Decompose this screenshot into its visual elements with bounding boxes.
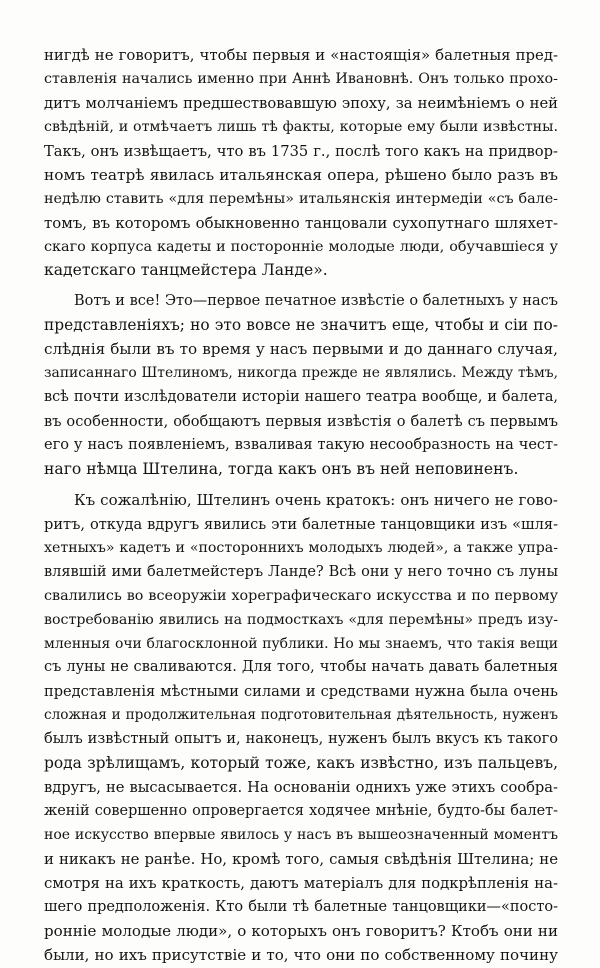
text-line: всѣ почти изслѣдователи исторіи нашего театра вообще, и балета, [44, 389, 558, 406]
text-line: востребованію явились на подмосткахъ «для перемѣны» предъ изу- [44, 611, 558, 628]
text-line: ное искусство впервые явилось у насъ въ вышеозначенный моментъ [44, 827, 558, 843]
text-line: Такъ, онъ извѣщаетъ, что въ 1735 г., послѣ того какъ на придвор- [44, 142, 558, 160]
text-line: сложная и продолжительная подготовительная дѣятельность, нуженъ [44, 707, 558, 724]
text-line: Къ сожалѣнію, Штелинъ очень кратокъ: онъ ничего не гово- [74, 490, 558, 509]
text-line: влявшій ими балетмейстеръ Ланде? Всѣ они у него точно съ луны [44, 563, 558, 580]
text-line: ставленія начались именно при Аннѣ Ивановнѣ. Онъ только прохо- [44, 70, 558, 87]
text-line: вдругъ, не высасывается. На основаніи однихъ уже этихъ сообра- [44, 779, 558, 797]
text-line: и никакъ не ранѣе. Но, кромѣ того, самыя свѣдѣнія Штелина; не [44, 849, 558, 868]
text-line: представленіяхъ; но это вовсе не значитъ еще, чтобы и сіи по- [44, 316, 558, 335]
text-line: записаннаго Штелиномъ, никогда прежде не являлись. Между тѣмъ, [44, 365, 558, 382]
text-line: смотря на ихъ краткость, даютъ матеріалъ для подкрѣпленія на- [44, 873, 558, 892]
text-line: его у насъ появленіемъ, взваливая такую несообразность на чест- [44, 437, 558, 453]
text-line: наго нѣмца Штелина, тогда какъ онъ въ ней неповиненъ. [44, 459, 519, 478]
text-line: представленія мѣстными силами и средствами нужна была очень [44, 683, 558, 701]
text-line: былъ извѣстный опытъ и, наконецъ, нуженъ былъ вкусъ къ такого [44, 731, 558, 748]
paragraph-2 [44, 290, 558, 482]
text-line: съ луны не сваливаются. Для того, чтобы начать давать балетныя [44, 659, 558, 676]
text-line: номъ театрѣ явилась итальянская опера, рѣшено было разъ въ [44, 165, 558, 184]
text-line: шего предположенія. Кто были тѣ балетные танцовщики—«посто- [44, 898, 558, 915]
paragraph-1 [44, 44, 558, 283]
text-line: были, но ихъ присутствіе и то, что они по собственному почину [44, 945, 558, 964]
text-line: томъ, въ которомъ обыкновенно танцовали сухопутнаго шляхет- [44, 213, 558, 232]
text-line: ронніе молодые люди», о которыхъ онъ говоритъ? Ктобъ они ни [44, 921, 558, 940]
text-line: недѣлю ставить «для перемѣны» итальянскія интермедіи «съ бале- [44, 190, 558, 207]
text-line: женій совершенно опровергается ходячее мнѣніе, будто-бы балет- [44, 803, 558, 820]
text-line: нигдѣ не говоритъ, чтобы первыя и «настоящія» балетныя пред- [44, 46, 558, 64]
text-line: хетныхъ» кадетъ и «постороннихъ молодыхъ людей», а также упра- [44, 539, 558, 556]
text-line: дитъ молчаніемъ предшествовавшую эпоху, за неимѣніемъ о ней [44, 94, 558, 112]
paragraph-3 [44, 489, 558, 968]
text-line: скаго корпуса кадеты и посторонніе молодые люди, обучавшіеся у [44, 238, 558, 255]
text-line: въ особенности, обобщаютъ первыя извѣстія о балетѣ съ первымъ [44, 413, 558, 431]
text-line: мленныя очи благосклонной публики. Но мы знаемъ, что такія вещи [44, 635, 558, 652]
book-page [44, 44, 558, 968]
text-line: кадетскаго танцмейстера Ланде». [44, 261, 328, 280]
text-line: Вотъ и все! Это—первое печатное извѣстіе о балетныхъ у насъ [74, 293, 558, 310]
text-line: свалились во всеоружіи хореграфическаго искусства и по первому [44, 587, 558, 604]
text-line: слѣднія были въ то время у насъ первыми и до даннаго случая, [44, 340, 558, 359]
text-line: свѣдѣній, и отмѣчаетъ лишь тѣ факты, которые ему были извѣстны. [44, 118, 558, 135]
text-line: рода зрѣлищамъ, который тоже, какъ извѣстно, изъ пальцевъ, [44, 754, 558, 773]
text-line: ритъ, откуда вдругъ явились эти балетные танцовщики изъ «шля- [44, 515, 558, 533]
